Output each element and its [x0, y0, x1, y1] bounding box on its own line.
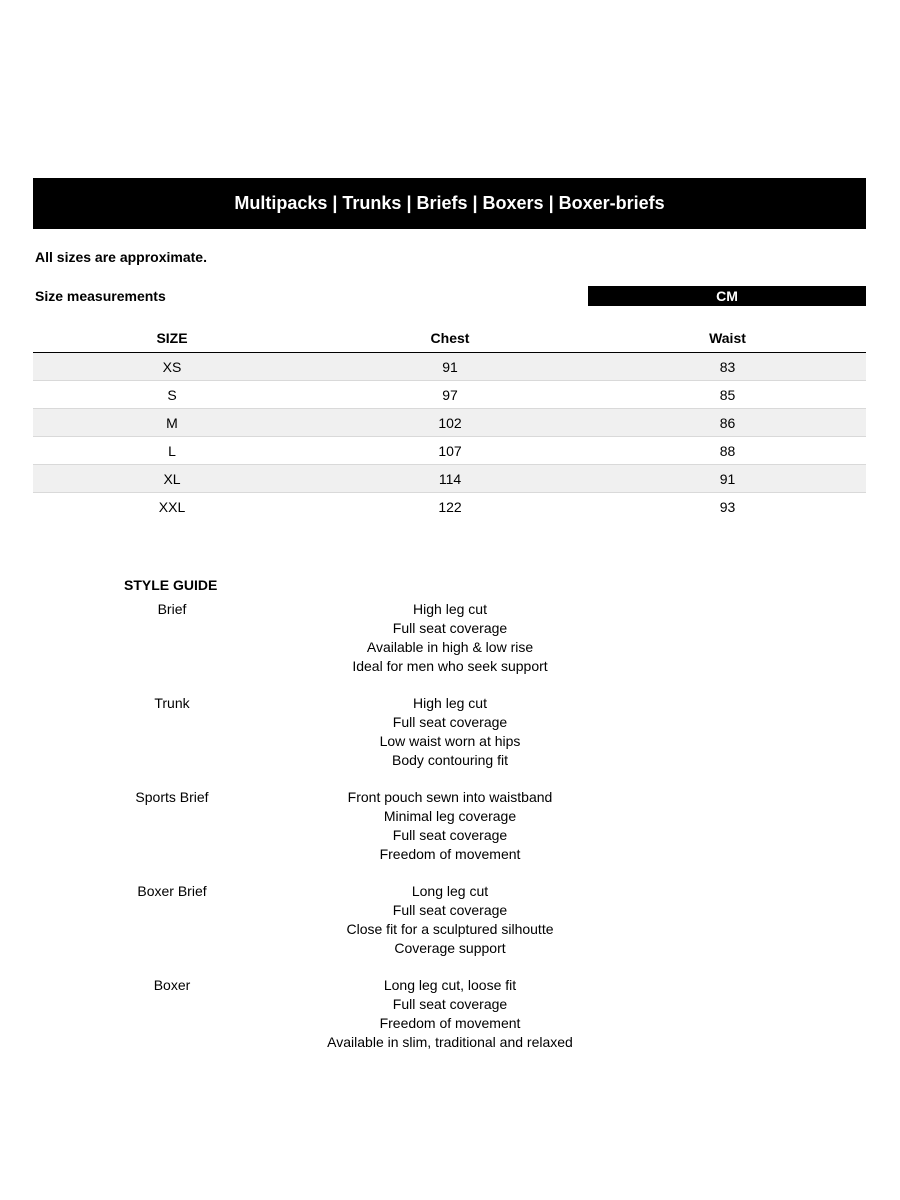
header-waist: Waist — [589, 323, 866, 353]
cell-chest: 122 — [438, 498, 462, 515]
style-guide-item-trunk — [33, 694, 866, 788]
table-row — [33, 381, 866, 409]
cell-waist: 93 — [719, 498, 736, 515]
approximate-note: All sizes are approximate. — [35, 249, 207, 265]
style-features — [311, 976, 589, 1052]
style-name: Sports Brief — [135, 789, 209, 805]
cell-size: M — [33, 409, 311, 437]
cell-size: XXL — [158, 498, 186, 515]
style-guide-item-boxer-brief — [33, 882, 866, 976]
style-feature: Ideal for men who seek support — [352, 658, 548, 674]
header-size: SIZE — [33, 323, 311, 353]
style-feature: High leg cut — [413, 695, 487, 711]
style-feature: High leg cut — [413, 601, 487, 617]
style-guide-item-sports-brief — [33, 788, 866, 882]
style-guide-item-boxer — [33, 976, 866, 1070]
table-row — [33, 465, 866, 493]
style-features — [311, 694, 589, 770]
style-name: Boxer Brief — [137, 883, 207, 899]
size-table — [33, 323, 866, 520]
cell-size: S — [33, 381, 311, 409]
style-feature: Available in high & low rise — [366, 639, 534, 655]
table-row — [33, 437, 866, 465]
style-features — [311, 600, 589, 676]
header-title: Multipacks | Trunks | Briefs | Boxers | Boxer-briefs — [234, 193, 665, 213]
style-guide-title: STYLE GUIDE — [124, 577, 218, 593]
table-row — [33, 409, 866, 437]
style-feature: Full seat coverage — [392, 827, 508, 843]
style-feature: Minimal leg coverage — [383, 808, 517, 824]
style-feature: Low waist worn at hips — [379, 733, 521, 749]
style-feature: Long leg cut — [411, 883, 489, 899]
cell-waist: 91 — [589, 465, 866, 493]
cell-size: XS — [33, 353, 311, 381]
style-feature: Available in slim, traditional and relaxed — [327, 1034, 573, 1050]
style-feature: Full seat coverage — [392, 996, 508, 1012]
cell-waist: 86 — [589, 409, 866, 437]
style-feature: Close fit for a sculptured silhoutte — [346, 921, 554, 937]
style-guide-item-brief — [33, 600, 866, 694]
cell-chest: 91 — [311, 353, 589, 381]
header-chest: Chest — [311, 323, 589, 353]
unit-label: CM — [716, 288, 738, 304]
style-feature: Front pouch sewn into waistband — [347, 789, 553, 805]
size-measurements-label: Size measurements — [35, 288, 166, 304]
style-features — [311, 788, 589, 864]
style-feature: Long leg cut, loose fit — [383, 977, 517, 993]
style-name: Brief — [157, 601, 187, 617]
style-feature: Full seat coverage — [392, 620, 508, 636]
style-feature: Freedom of movement — [379, 846, 521, 862]
style-feature: Freedom of movement — [379, 1015, 521, 1031]
style-feature: Full seat coverage — [392, 902, 508, 918]
table-row — [33, 493, 866, 521]
size-table-header-row — [33, 323, 866, 353]
table-row — [33, 353, 866, 381]
style-features — [311, 882, 589, 958]
header-banner — [33, 178, 866, 229]
cell-waist: 83 — [589, 353, 866, 381]
cell-size: L — [33, 437, 311, 465]
cell-waist: 85 — [589, 381, 866, 409]
cell-size: XL — [33, 465, 311, 493]
style-feature: Full seat coverage — [392, 714, 508, 730]
style-name: Trunk — [154, 695, 190, 711]
style-guide-list — [33, 600, 866, 1070]
cell-chest: 114 — [311, 465, 589, 493]
cell-chest: 107 — [311, 437, 589, 465]
style-name: Boxer — [153, 977, 191, 993]
style-feature: Coverage support — [394, 940, 506, 956]
unit-bar — [588, 286, 866, 306]
cell-waist: 88 — [589, 437, 866, 465]
cell-chest: 97 — [311, 381, 589, 409]
style-feature: Body contouring fit — [392, 752, 508, 768]
cell-chest: 102 — [311, 409, 589, 437]
